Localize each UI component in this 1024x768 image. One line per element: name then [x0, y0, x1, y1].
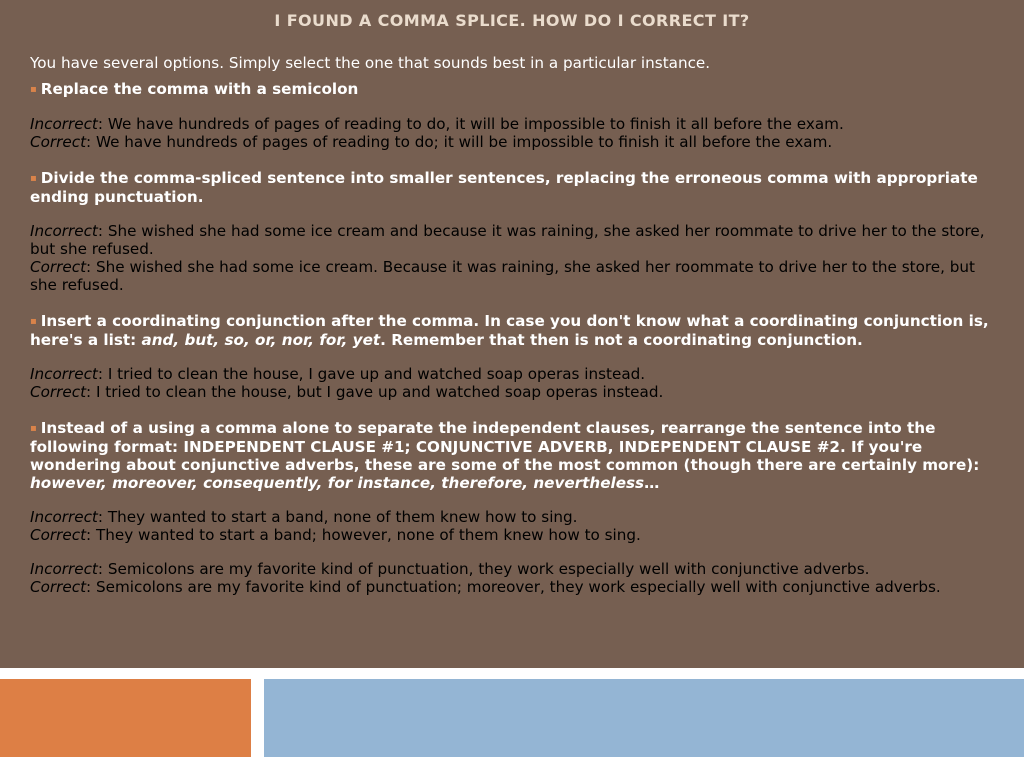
spacer: [30, 151, 1005, 169]
spacer: [30, 492, 1005, 508]
correct-label: Correct: [30, 578, 87, 596]
bullet-square-icon: ▪: [30, 423, 37, 434]
bullet-square-icon: ▪: [30, 316, 37, 327]
incorrect-example-4a: Incorrect: They wanted to start a band, none of them knew how to sing.: [30, 508, 578, 526]
correct-sentence: We have hundreds of pages of reading to do; it will be impossible to finish it all before the exam.: [96, 133, 833, 151]
option-1-heading-text: Replace the comma with a semicolon: [40, 80, 359, 98]
slide-title: I FOUND A COMMA SPLICE. HOW DO I CORRECT IT?: [274, 11, 750, 30]
correct-sentence: They wanted to start a band; however, none of them knew how to sing.: [96, 526, 641, 544]
correct-example-3: Correct: I tried to clean the house, but I gave up and watched soap operas instead.: [30, 383, 664, 401]
incorrect-sentence: They wanted to start a band, none of them knew how to sing.: [107, 508, 578, 526]
spacer: [30, 99, 1005, 115]
option-4-heading-tail: …: [644, 474, 660, 492]
slide-body: [30, 54, 1005, 596]
option-1-heading: [30, 80, 1005, 99]
spacer: [30, 544, 1005, 560]
option-4-heading: [30, 419, 1005, 492]
correct-label: Correct: [30, 526, 87, 544]
footer-orange-block: [0, 679, 251, 757]
intro-text: You have several options. Simply select the one that sounds best in a particular instance.: [30, 54, 711, 72]
spacer: [30, 349, 1005, 365]
correct-label: Correct: [30, 383, 87, 401]
option-3-heading-tail: . Remember that then is not a coordinating conjunction.: [380, 331, 863, 349]
correct-example-4b: Correct: Semicolons are my favorite kind of punctuation; moreover, they work especially well with conjunctive adverbs.: [30, 578, 941, 596]
incorrect-sentence: She wished she had some ice cream and because it was raining, she asked her roommate to drive her to the store, but she refused.: [30, 222, 985, 258]
correct-sentence: She wished she had some ice cream. Because it was raining, she asked her roommate to drive her to the store, but she refused.: [30, 258, 975, 294]
option-3-heading: [30, 312, 1005, 349]
incorrect-example-2: Incorrect: She wished she had some ice cream and because it was raining, she asked her roommate to drive her to the store, but she refused.: [30, 222, 985, 258]
incorrect-example-3: Incorrect: I tried to clean the house, I gave up and watched soap operas instead.: [30, 365, 646, 383]
correct-sentence: Semicolons are my favorite kind of punctuation; moreover, they work especially well with conjunctive adverbs.: [96, 578, 941, 596]
spacer: [30, 401, 1005, 419]
footer-blue-block: [264, 679, 1024, 757]
incorrect-label: Incorrect: [30, 560, 98, 578]
conjunctive-adverb-list: however, moreover, consequently, for instance, therefore, nevertheless: [30, 474, 645, 492]
option-2-heading: [30, 169, 1005, 206]
option-2-heading-text: Divide the comma-spliced sentence into smaller sentences, replacing the erroneous comma with appropriate ending punctuation.: [30, 169, 978, 206]
spacer: [30, 294, 1005, 312]
incorrect-example-1: Incorrect: We have hundreds of pages of reading to do, it will be impossible to finish it all before the exam.: [30, 115, 844, 133]
incorrect-sentence: We have hundreds of pages of reading to do, it will be impossible to finish it all before the exam.: [107, 115, 844, 133]
bullet-square-icon: ▪: [30, 84, 37, 95]
correct-example-2: Correct: She wished she had some ice cream. Because it was raining, she asked her roommate to drive her to the store, but she refused.: [30, 258, 975, 294]
incorrect-example-4b: Incorrect: Semicolons are my favorite kind of punctuation, they work especially well with conjunctive adverbs.: [30, 560, 870, 578]
incorrect-label: Incorrect: [30, 365, 98, 383]
option-4-heading-text: Instead of a using a comma alone to separate the independent clauses, rearrange the sentence into the following format: INDEPENDENT CLAUSE #1; CONJUNCTIVE ADVERB, INDEPENDENT CLAUSE #2. If you're wondering about conjunctive adverbs, these are some of the most common (though there are certainly more):: [30, 419, 980, 474]
correct-sentence: I tried to clean the house, but I gave up and watched soap operas instead.: [96, 383, 664, 401]
option-3-heading-text: Insert a coordinating conjunction after the comma. In case you don't know what a coordinating conjunction is, here's a list:: [30, 312, 989, 349]
correct-label: Correct: [30, 133, 87, 151]
incorrect-label: Incorrect: [30, 508, 98, 526]
correct-example-4a: Correct: They wanted to start a band; however, none of them knew how to sing.: [30, 526, 641, 544]
bullet-square-icon: ▪: [30, 173, 37, 184]
correct-label: Correct: [30, 258, 87, 276]
incorrect-sentence: I tried to clean the house, I gave up and watched soap operas instead.: [107, 365, 646, 383]
incorrect-label: Incorrect: [30, 222, 98, 240]
incorrect-label: Incorrect: [30, 115, 98, 133]
coordinating-conjunction-list: and, but, so, or, nor, for, yet: [141, 331, 381, 349]
incorrect-sentence: Semicolons are my favorite kind of punctuation, they work especially well with conjunctive adverbs.: [107, 560, 870, 578]
correct-example-1: Correct: We have hundreds of pages of reading to do; it will be impossible to finish it all before the exam.: [30, 133, 833, 151]
spacer: [30, 206, 1005, 222]
